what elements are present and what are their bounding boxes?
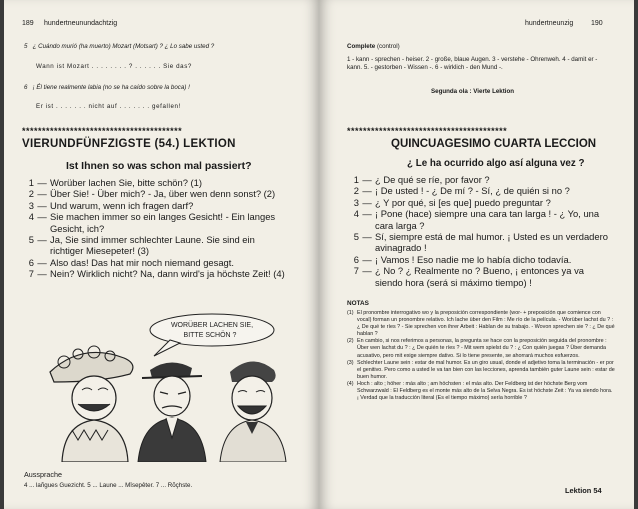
right-page-number: 190: [591, 20, 603, 27]
book-spread: [4, 0, 634, 509]
laughing-man-figure: [220, 361, 286, 462]
dialogue-line: 7 — ¿ No ? ¿ Realmente no ? Bueno, ¡ entonces ya va siendo hora (será si máximo tiempo) !: [353, 265, 584, 288]
note-item: (4) Hoch : alto ; höher : más alto ; am höchsten : el más alto. Der Feldberg ist der höchste Berg vom Schwarzwald : El Feldberg es el monte más alto de la Selva Negra. Es ist höchste Zeit : Ya va siendo hora. ¡ Verdad que la traducción literal (Es el tiempo máximo) sería horrible ?: [347, 380, 613, 402]
dialogue-line: 4 — Sie machen immer so ein langes Gesicht! - Ein langes Gesicht, ich?: [28, 211, 276, 234]
dialogue-line: 2 — Über Sie! - Über mich? - Ja, über wen denn sonst? (2): [28, 188, 276, 200]
complete-heading: Complete: [347, 43, 376, 50]
exercise-6: [24, 84, 304, 92]
footer-lesson-label: Lektion 54: [565, 486, 602, 495]
exercise-6-gaps: Er ist . . . . . . . nicht auf . . . . . . . gefallen!: [36, 103, 181, 110]
dialogue-line: 5 — Sí, siempre está de mal humor. ¡ Usted es un verdadero avinagrado !: [353, 231, 608, 254]
stars-divider: ****************************************: [22, 126, 183, 136]
complete-heading-block: [347, 43, 400, 51]
laughing-woman-figure: [50, 346, 133, 462]
speech-bubble-line-1: WORÜBER LACHEN SIE,: [170, 322, 254, 329]
right-page: [319, 0, 634, 509]
dialogue-line: 7 — Nein? Wirklich nicht? Na, dann wird's ja höchste Zeit! (4): [28, 268, 285, 280]
pronunciation-heading: Aussprache: [24, 470, 62, 479]
lesson-title: VIERUNDFÜNFZIGSTE (54.) LEKTION: [22, 138, 236, 150]
dialogue-line: 4 — ¡ Pone (hace) siempre una cara tan larga ! - ¿ Yo, una cara larga ?: [353, 208, 600, 231]
left-page-number: 189: [22, 20, 34, 27]
cartoon-illustration: [42, 312, 292, 462]
left-page: [4, 0, 319, 509]
dialogue-list: [349, 174, 611, 288]
pronunciation-text: 4 ... lañgues Guezicht. 5 ... Laune ... Mîsepêter. 7 ... Rõçhste.: [24, 482, 193, 489]
dialogue-list: [24, 177, 286, 280]
dialogue-line: 6 — Also das! Das hat mir noch niemand gesagt.: [28, 256, 234, 268]
stars-divider: ****************************************: [347, 126, 508, 136]
lesson-subtitle: Ist Ihnen so was schon mal passiert?: [66, 160, 252, 172]
exercise-5: [24, 43, 304, 51]
lesson-subtitle: ¿ Le ha ocurrido algo así alguna vez ?: [407, 158, 585, 169]
note-item: (1) El pronombre interrogativo wo y la preposición correspondiente (wor- + preposición que comience con vocal) forman un pronombre relativo. Ich lache über den Film : Me río de la película. - Worüber lachst du ? : ¿ De qué te ríes ? - Sie sprechen von ihrer Arbeit : Hablan de su trabajo. - Wovon sprechen sie ? : ¿ De qué hablan ?: [347, 310, 615, 338]
second-wave-note: Segunda ola : Vierte Lektion: [431, 88, 515, 95]
dialogue-line: 3 — ¿ Y por qué, si [es que] puedo preguntar ?: [353, 196, 551, 208]
note-item: (2) En cambio, si nos referimos a personas, la pregunta se hace con la preposición seguida del pronombre : Über wen lachst du ? : ¿ De quién te ríes ? - Mit wem spielst du ? : ¿ Con quién juegas ? Über demanda acusativo, pero mit exige siempre dativo. Si lo tiene presente, se ahorrará muchos esfuerzos.: [347, 338, 607, 359]
notes-list: [347, 310, 615, 402]
exercise-sentence: ¿ Cuándo murió (ha muerto) Mozart (Motsart) ? ¿ Lo sabe usted ?: [32, 43, 215, 50]
dialogue-line: 1 — ¿ De qué se ríe, por favor ?: [353, 174, 490, 185]
notes-heading: NOTAS: [347, 300, 369, 307]
dialogue-line: 1 — Worüber lachen Sie, bitte schön? (1): [28, 177, 202, 188]
left-running-head: hundertneunundachtzig: [44, 20, 118, 27]
dialogue-line: 3 — Und warum, wenn ich fragen darf?: [28, 199, 194, 211]
right-running-head: hundertneunzig: [525, 20, 574, 27]
complete-heading-note: (control): [376, 43, 400, 50]
exercise-5-gaps: Wann ist Mozart . . . . . . . . ? . . . . . . Sie das?: [36, 63, 192, 70]
lesson-title: QUINCUAGESIMO CUARTA LECCION: [391, 138, 597, 150]
exercise-number: 5: [24, 43, 28, 50]
exercise-number: 6: [24, 84, 28, 91]
exercise-sentence: ¡ Él tiene realmente labia (no se ha caído sobre la boca) !: [32, 84, 190, 91]
complete-answers: 1 - kann - sprechen - heiser. 2 - große, blaue Augen. 3 - verstehe - Ohrenweh. 4 - damit er - kann. 5. - gestorben - Wissen -. 6 - wirklich - den Mund -.: [347, 56, 598, 71]
note-item: (3) Schlechter Laune sein : estar de mal humor. Es un giro usual, donde el adjetivo toma la terminación - er por el genitivo. Pero como a usted le va tan bien con las lecciones, aprenda también guter Laune sein : estar de buen humor.: [347, 359, 615, 380]
dialogue-line: 6 — ¡ Vamos ! Eso nadie me lo había dicho todavía.: [353, 253, 572, 265]
grumpy-man-figure: [138, 362, 206, 462]
dialogue-line: 5 — Ja, Sie sind immer schlechter Laune. Sie sind ein richtiger Miesepeter! (3): [28, 234, 255, 257]
speech-bubble-line-2: BITTE SCHÖN ?: [183, 332, 237, 339]
dialogue-line: 2 — ¡ De usted ! - ¿ De mí ? - Sí, ¿ de quién si no ?: [353, 185, 570, 197]
